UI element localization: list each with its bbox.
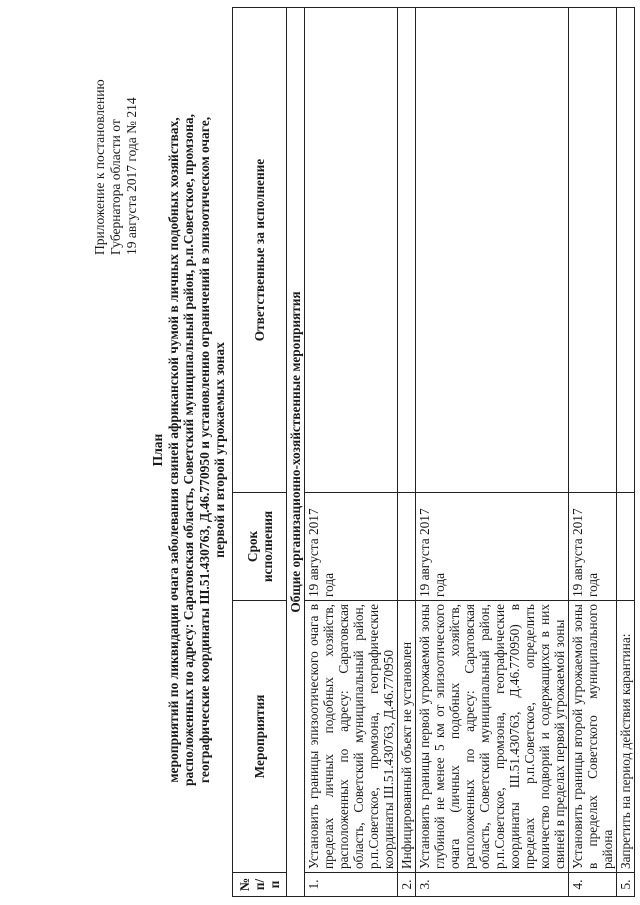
- table-row: [305, 8, 398, 897]
- row-responsible: [617, 8, 635, 493]
- appendix-note: [92, 15, 140, 255]
- row-activity: Запретить на период действия карантина:: [617, 601, 635, 873]
- row-responsible: [305, 8, 398, 493]
- row-term: 19 августа 2017 года: [305, 493, 398, 601]
- table-row: [617, 8, 635, 897]
- row-responsible: [416, 8, 569, 493]
- header-activity: Мероприятия: [233, 601, 287, 873]
- title-line-2: расположенных по адресу: Саратовская область, Советский муниципальный район, р.п.Советское, промзона,: [181, 113, 196, 787]
- row-num: 3.: [416, 873, 569, 897]
- row-responsible: [569, 8, 617, 493]
- title-heading: План: [150, 433, 165, 467]
- appendix-line-1: Приложение к постановлению: [92, 79, 107, 255]
- appendix-line-2: Губернатора области от: [108, 119, 123, 255]
- row-num: 5.: [617, 873, 635, 897]
- row-num: 2.: [398, 873, 416, 897]
- plan-table: [232, 7, 635, 897]
- title-line-4: первой и второй угрожаемых зонах: [212, 342, 227, 558]
- table-row: [398, 8, 416, 897]
- section-row: [287, 8, 305, 897]
- table-row: [416, 8, 569, 897]
- row-num: 4.: [569, 873, 617, 897]
- row-activity: Установить границы первой угрожаемой зоны глубиной не менее 5 км от эпизоотического очага (личных подобных хозяйств, расположенных по адресу: Саратовская область, Советский муниципальный район, р.п.Советское, промзона, географические координаты Ш.51.430763, Д.46.770950) в пределах р.п.Советское, определить количество подворий и содержащихся в них свиней в пределах первой угрожаемой зоны: [416, 601, 569, 873]
- header-num: № п/п: [233, 873, 287, 897]
- row-activity: Инфицированный объект не установлен: [398, 601, 416, 873]
- row-term: [617, 493, 635, 601]
- row-term: 19 августа 2017 года: [416, 493, 569, 601]
- row-num: 1.: [305, 873, 398, 897]
- table-row: [569, 8, 617, 897]
- row-responsible: [398, 8, 416, 493]
- appendix-line-3: 19 августа 2017 года № 214: [124, 97, 139, 255]
- document-title: [150, 15, 228, 885]
- title-line-3: географические координаты Ш.51.430763, Д.46.770950 и установлению ограничений в эпизоотическом очаге,: [196, 116, 212, 784]
- section-title: Общие организационно-хозяйственные мероприятия: [287, 8, 305, 897]
- header-responsible: Ответственные за исполнение: [233, 8, 287, 493]
- row-term: [398, 493, 416, 601]
- row-term: 19 августа 2017 года: [569, 493, 617, 601]
- table-header-row: [233, 8, 287, 897]
- title-line-1: мероприятий по ликвидации очага заболевания свиней африканской чумой в личных подобных хозяйствах,: [165, 117, 181, 783]
- row-activity: Установить границы эпизоотического очага в пределах личных подобных хозяйств, расположенных по адресу: Саратовская область, Советский муниципальный район, р.п.Советское, промзона, географические координаты Ш.51.430763, Д.46.770950: [305, 601, 398, 873]
- row-activity: Установить границы второй угрожаемой зоны в пределах Советского муниципального района: [569, 601, 617, 873]
- header-term: Срок исполнения: [233, 493, 287, 601]
